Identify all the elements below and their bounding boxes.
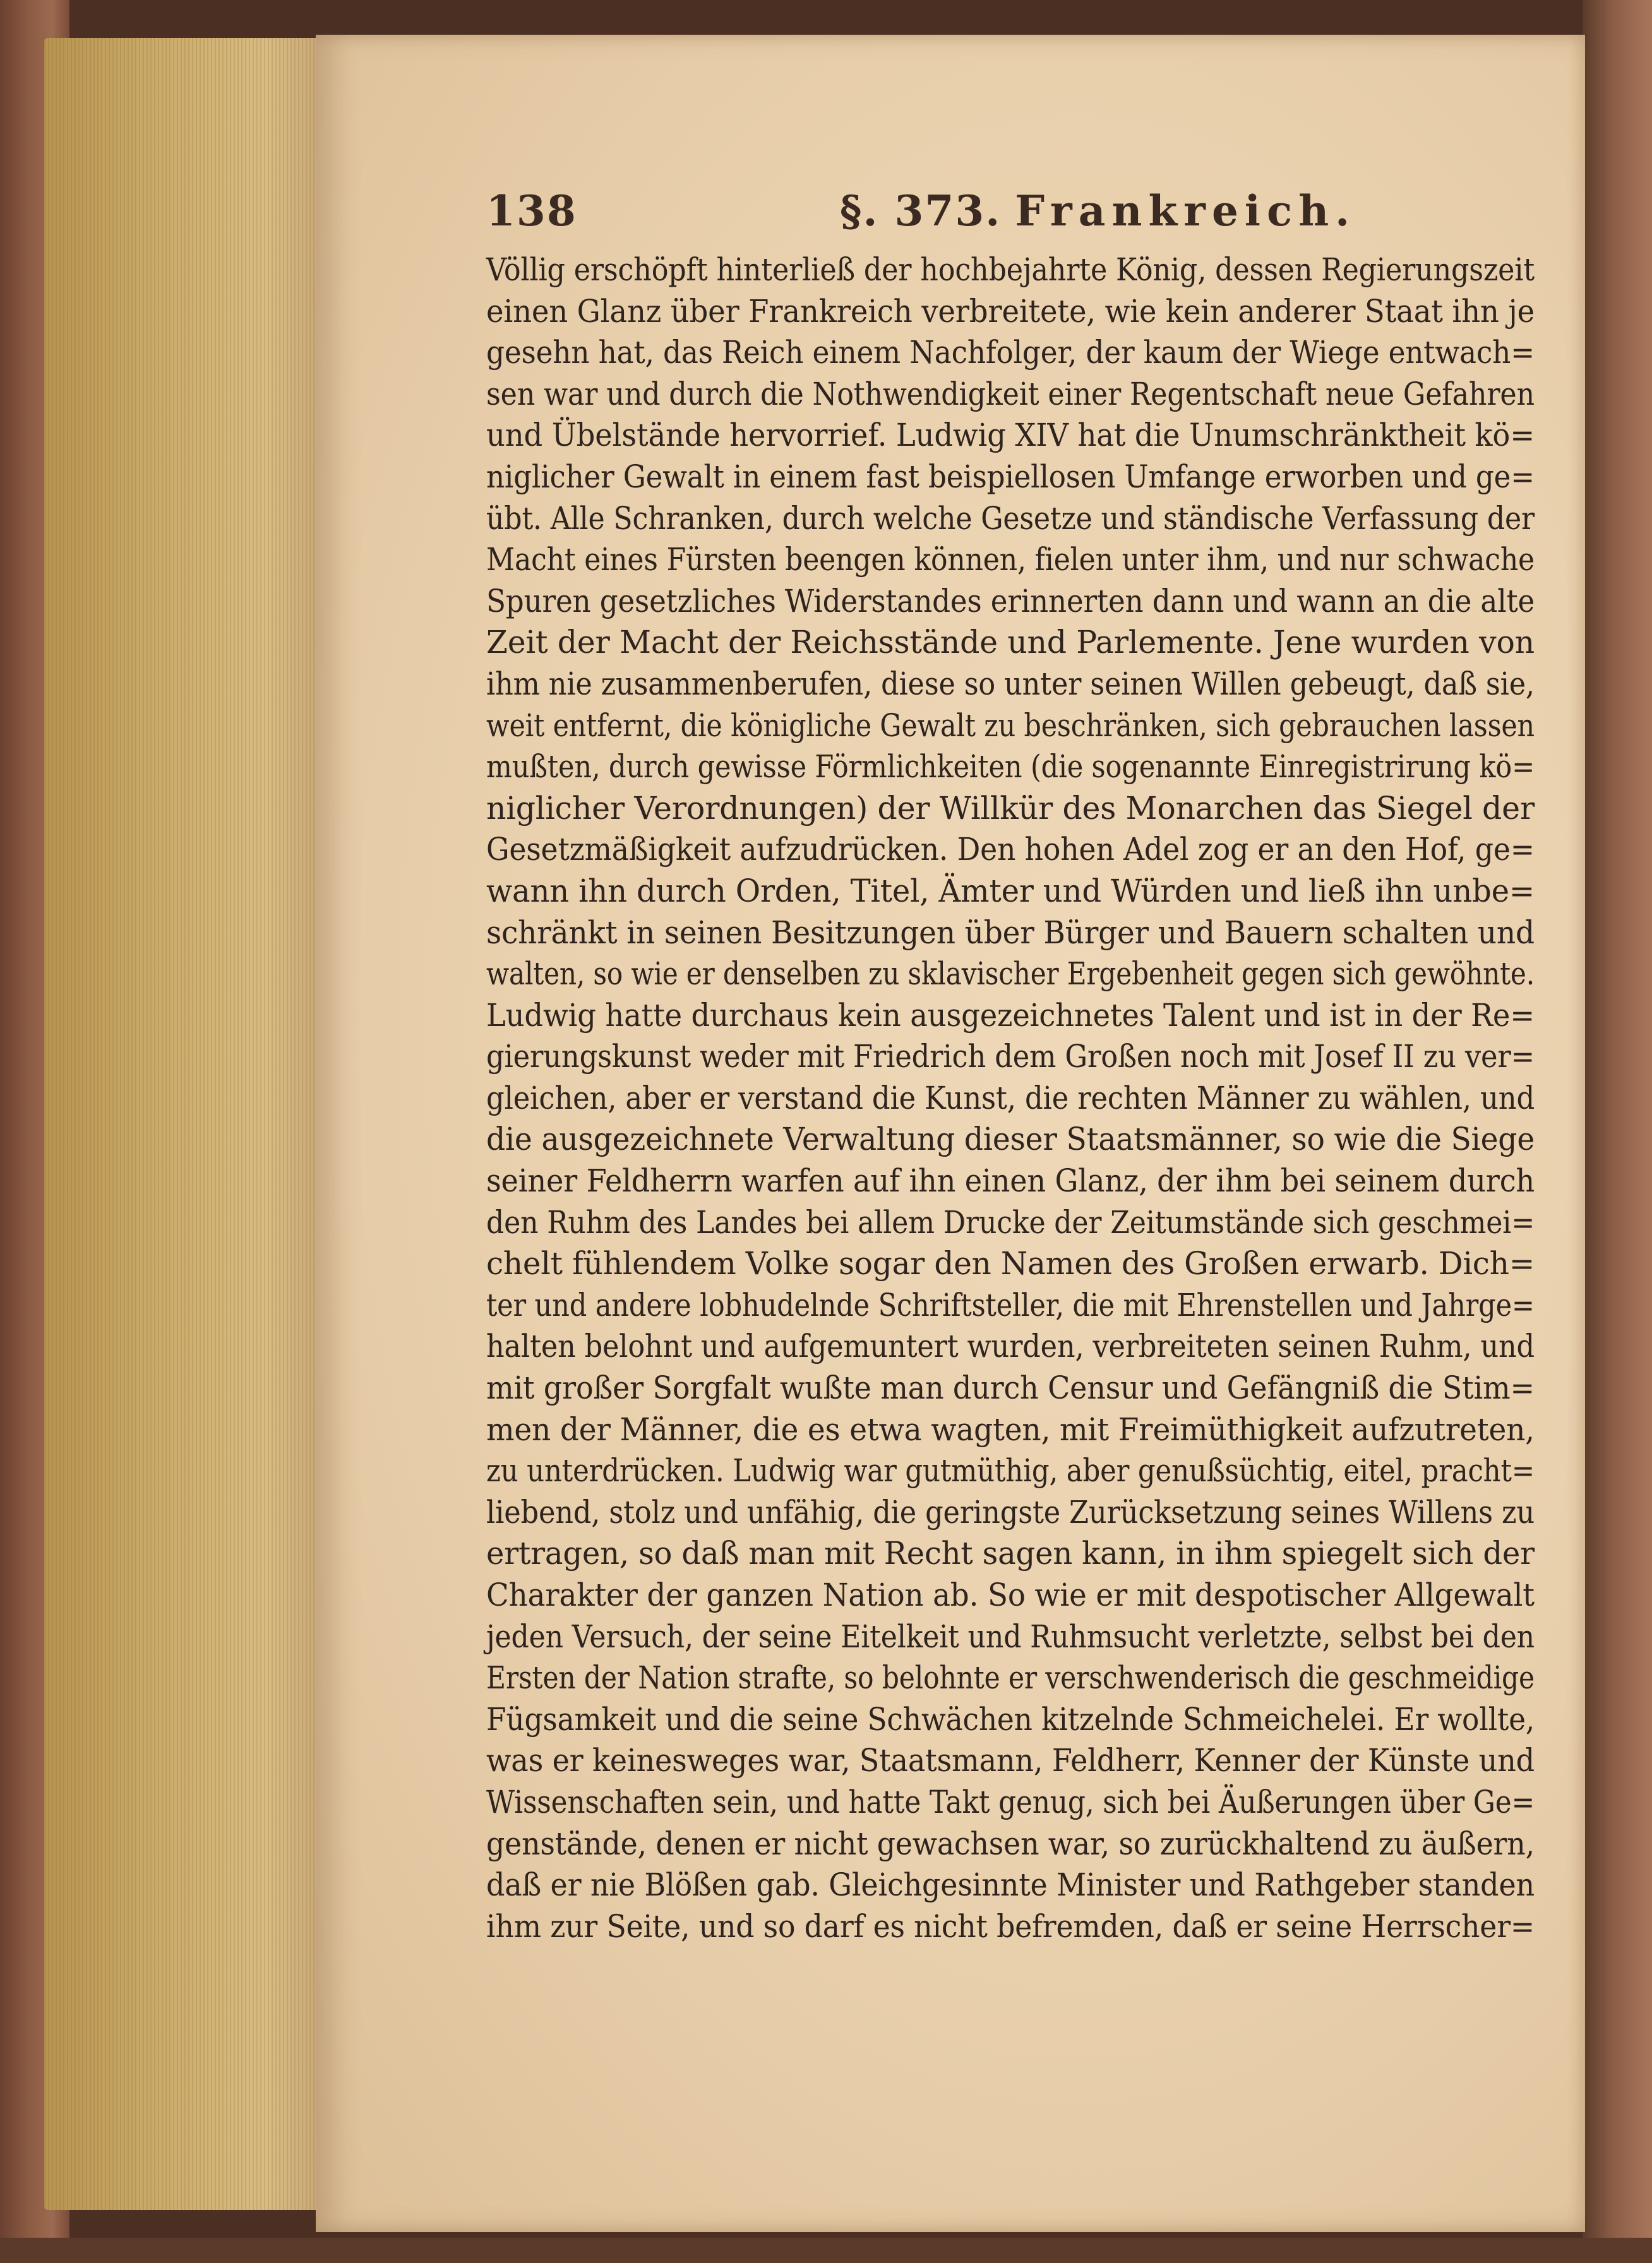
text-line: daß er nie Blößen gab. Gleichgesinnte Minister und Rathgeber standen [486,1866,1535,1904]
text-line: ter und andere lobhudelnde Schriftsteller, die mit Ehrenstellen und Jahrge= [486,1286,1535,1323]
text-line: seiner Feldherrn warfen auf ihn einen Glanz, der ihm bei seinem durch [486,1162,1535,1200]
text-line: halten belohnt und aufgemuntert wurden, verbreiteten seinen Ruhm, und [486,1328,1535,1365]
text-line: Völlig erschöpft hinterließ der hochbejahrte König, dessen Regierungszeit [486,251,1535,288]
text-line: Charakter der ganzen Nation ab. So wie er mit despotischer Allgewalt [486,1577,1535,1613]
text-line: mußten, durch gewisse Förmlichkeiten (die sogenannte Einregistrirung kö= [486,748,1535,785]
book-page [316,35,1585,2232]
text-line: gierungskunst weder mit Friedrich dem Großen noch mit Josef II zu ver= [486,1038,1535,1075]
page-edges [44,38,322,2210]
text-line: ihm nie zusammenberufen, diese so unter seinen Willen gebeugt, daß sie, [486,665,1535,702]
text-line: Macht eines Fürsten beengen können, fielen unter ihm, und nur schwache [486,541,1535,578]
text-line: übt. Alle Schranken, durch welche Gesetze und ständische Verfassung der [486,499,1535,537]
text-line: gesehn hat, das Reich einem Nachfolger, der kaum der Wiege entwach= [486,334,1535,371]
text-line: liebend, stolz und unfähig, die geringste Zurücksetzung seines Willens zu [486,1493,1535,1531]
book-cover-bottom [0,2238,1652,2263]
text-line: gleichen, aber er verstand die Kunst, die rechten Männer zu wählen, und [486,1079,1535,1116]
section-number: §. 373. [840,186,1002,236]
text-line: Spuren gesetzliches Widerstandes erinnerten dann und wann an die alte [486,582,1535,619]
text-line: mit großer Sorgfalt wußte man durch Censur und Gefängniß die Stim= [486,1370,1535,1407]
text-line: Fügsamkeit und die seine Schwächen kitzelnde Schmeichelei. Er wollte, [486,1700,1535,1738]
section-country: Frankreich. [1015,186,1356,236]
text-line: weit entfernt, die königliche Gewalt zu beschränken, sich gebrauchen lassen [486,707,1535,744]
text-line: was er keinesweges war, Staatsmann, Feldherr, Kenner der Künste und [486,1742,1535,1779]
text-line: Gesetzmäßigkeit aufzudrücken. Den hohen Adel zog er an den Hof, ge= [486,831,1535,868]
body-text [486,249,1535,1947]
text-line: chelt fühlendem Volke sogar den Namen des Großen erwarb. Dich= [486,1245,1535,1282]
text-line: ihm zur Seite, und so darf es nicht befremden, daß er seine Herrscher= [486,1908,1535,1945]
text-line: walten, so wie er denselben zu sklavischer Ergebenheit gegen sich gewöhnte. [486,955,1535,993]
text-line: einen Glanz über Frankreich verbreitete, wie kein anderer Staat ihn je [486,292,1535,330]
text-line: Wissenschaften sein, und hatte Takt genug, sich bei Äußerungen über Ge= [486,1783,1535,1820]
running-header [486,174,1535,249]
text-line: und Übelstände hervorrief. Ludwig XIV hat die Unumschränktheit kö= [486,417,1535,454]
text-line: schränkt in seinen Besitzungen über Bürger und Bauern schalten und [486,914,1535,951]
section-heading [840,186,1356,236]
text-line: ertragen, so daß man mit Recht sagen kann, in ihm spiegelt sich der [486,1535,1535,1572]
text-line: die ausgezeichnete Verwaltung dieser Staatsmänner, so wie die Siege [486,1121,1535,1158]
text-line: niglicher Verordnungen) der Willkür des Monarchen das Siegel der [486,789,1535,827]
text-line: wann ihn durch Orden, Titel, Ämter und Würden und ließ ihn unbe= [486,872,1535,909]
book-cover-right [1583,0,1652,2263]
text-line: genstände, denen er nicht gewachsen war, so zurückhaltend zu äußern, [486,1825,1535,1862]
text-line: niglicher Gewalt in einem fast beispiellosen Umfange erworben und ge= [486,458,1535,495]
text-line: sen war und durch die Nothwendigkeit einer Regentschaft neue Gefahren [486,375,1535,412]
text-line: Ersten der Nation strafte, so belohnte er verschwenderisch die geschmeidige [486,1659,1535,1697]
text-line: jeden Versuch, der seine Eitelkeit und Ruhmsucht verletzte, selbst bei den [486,1618,1535,1655]
text-line: zu unterdrücken. Ludwig war gutmüthig, aber genußsüchtig, eitel, pracht= [486,1452,1535,1490]
page-content [486,174,1535,1947]
page-number: 138 [486,186,577,236]
text-line: men der Männer, die es etwa wagten, mit Freimüthigkeit aufzutreten, [486,1411,1535,1448]
text-line: den Ruhm des Landes bei allem Drucke der Zeitumstände sich geschmei= [486,1203,1535,1241]
text-line: Zeit der Macht der Reichsstände und Parlemente. Jene wurden von [486,624,1535,661]
text-line: Ludwig hatte durchaus kein ausgezeichnetes Talent und ist in der Re= [486,996,1535,1034]
